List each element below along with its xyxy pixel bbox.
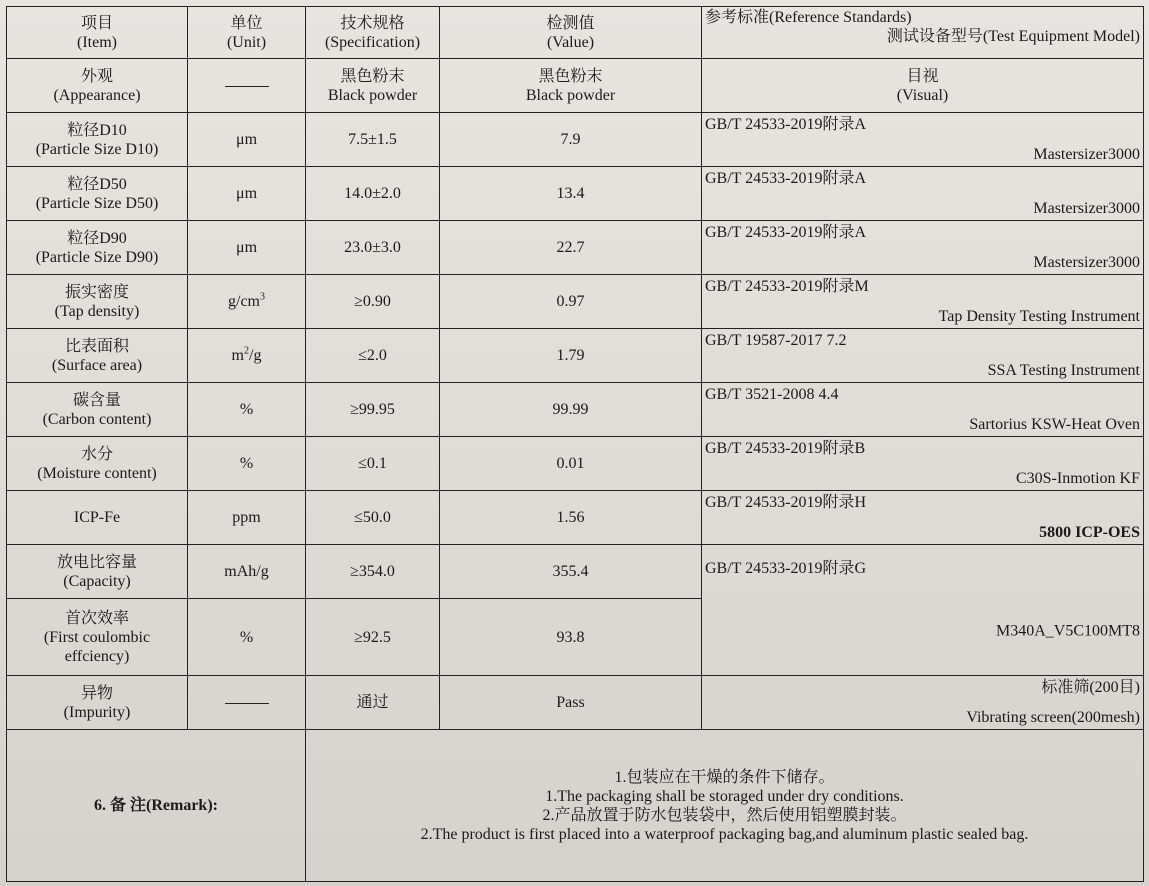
reference-standard: GB/T 24533-2019附录G: [705, 560, 867, 577]
equipment-model: Mastersizer3000: [1033, 254, 1140, 271]
item-cell: 外观 (Appearance): [7, 59, 188, 113]
table-row: [7, 437, 1144, 491]
table-row: [7, 59, 1144, 113]
reference-cell: [702, 491, 1144, 545]
unit-cell: μm: [188, 113, 306, 167]
item-cell: 比表面积 (Surface area): [7, 329, 188, 383]
reference-cell: [702, 676, 1144, 730]
remark-text: [306, 730, 1144, 882]
reference-cell: [702, 113, 1144, 167]
spec-cell: ≥92.5: [306, 599, 440, 676]
reference-cell: [702, 383, 1144, 437]
reference-cell: [702, 545, 1144, 676]
equipment-model: SSA Testing Instrument: [987, 362, 1140, 379]
reference-cell: [702, 437, 1144, 491]
unit-cell: $m^2/g$: [188, 329, 306, 383]
remark-line: 1.包装应在干燥的条件下储存。: [614, 768, 835, 786]
item-cell: ICP-Fe: [7, 491, 188, 545]
spec-cell: 23.0±3.0: [306, 221, 440, 275]
item-cell: 水分 (Moisture content): [7, 437, 188, 491]
dash-mark: [225, 86, 269, 87]
value-cell: 0.97: [440, 275, 702, 329]
equipment-model: Vibrating screen(200mesh): [966, 709, 1140, 726]
reference-cell: [702, 275, 1144, 329]
value-cell: 1.79: [440, 329, 702, 383]
reference-cell: [702, 167, 1144, 221]
value-cell: 355.4: [440, 545, 702, 599]
spec-cell: 黑色粉末 Black powder: [306, 59, 440, 113]
reference-standard: GB/T 24533-2019附录M: [705, 278, 869, 295]
unit-cell: μm: [188, 167, 306, 221]
value-cell: 0.01: [440, 437, 702, 491]
table-row: [7, 383, 1144, 437]
item-cell: 粒径D90 (Particle Size D90): [7, 221, 188, 275]
specification-table: [6, 6, 1144, 882]
value-cell: 22.7: [440, 221, 702, 275]
value-cell: Pass: [440, 676, 702, 730]
table-row: [7, 329, 1144, 383]
reference-standard: GB/T 19587-2017 7.2: [705, 332, 847, 349]
table-row: [7, 167, 1144, 221]
reference-cell: 目视 (Visual): [702, 59, 1144, 113]
value-cell: 99.99: [440, 383, 702, 437]
reference-cell: [702, 221, 1144, 275]
value-cell: 7.9: [440, 113, 702, 167]
reference-standard: GB/T 3521-2008 4.4: [705, 386, 839, 403]
item-cell: 振实密度 (Tap density): [7, 275, 188, 329]
reference-standard: 标准筛(200目): [1041, 679, 1140, 696]
remark-label: 6. 备 注(Remark):: [7, 730, 306, 882]
value-cell: 黑色粉末 Black powder: [440, 59, 702, 113]
item-cell: 首次效率 (First coulombic effciency): [7, 599, 188, 676]
table-row: [7, 275, 1144, 329]
reference-standard: GB/T 24533-2019附录B: [705, 440, 866, 457]
equipment-model: Mastersizer3000: [1033, 146, 1140, 163]
table-row: [7, 113, 1144, 167]
spec-cell: ≤2.0: [306, 329, 440, 383]
spec-cell: ≥99.95: [306, 383, 440, 437]
table-row: [7, 545, 1144, 599]
equipment-model: C30S-Inmotion KF: [1015, 470, 1140, 487]
item-cell: 异物 (Impurity): [7, 676, 188, 730]
unit-cell: $g/cm^3$: [188, 275, 306, 329]
item-cell: 碳含量 (Carbon content): [7, 383, 188, 437]
spec-cell: 14.0±2.0: [306, 167, 440, 221]
unit-cell: %: [188, 599, 306, 676]
reference-standard: GB/T 24533-2019附录A: [705, 170, 867, 187]
table-row: [7, 491, 1144, 545]
reference-standard: GB/T 24533-2019附录A: [705, 224, 867, 241]
reference-standard: GB/T 24533-2019附录A: [705, 116, 867, 133]
remark-line: 1.The packaging shall be storaged under dry conditions.: [545, 787, 904, 805]
spec-cell: ≤0.1: [306, 437, 440, 491]
unit-cell: mAh/g: [188, 545, 306, 599]
equipment-model: Tap Density Testing Instrument: [938, 308, 1140, 325]
remark-line: 2.The product is first placed into a waterproof packaging bag,and aluminum plastic sealed bag.: [420, 825, 1029, 843]
spec-cell: 通过: [306, 676, 440, 730]
unit-cell: [188, 676, 306, 730]
remark-row: [7, 730, 1144, 882]
header-spec: 技术规格 (Specification): [306, 7, 440, 59]
equipment-model: Sartorius KSW-Heat Oven: [969, 416, 1140, 433]
table-row: [7, 676, 1144, 730]
value-cell: 93.8: [440, 599, 702, 676]
item-cell: 粒径D50 (Particle Size D50): [7, 167, 188, 221]
unit-cell: %: [188, 437, 306, 491]
spec-cell: ≤50.0: [306, 491, 440, 545]
item-cell: 放电比容量 (Capacity): [7, 545, 188, 599]
unit-cell: [188, 59, 306, 113]
spec-cell: ≥354.0: [306, 545, 440, 599]
equipment-model: 5800 ICP-OES: [1039, 524, 1140, 541]
table-header-row: [7, 7, 1144, 59]
spec-cell: 7.5±1.5: [306, 113, 440, 167]
equipment-model: Mastersizer3000: [1033, 200, 1140, 217]
header-unit: 单位 (Unit): [188, 7, 306, 59]
header-value: 检测值 (Value): [440, 7, 702, 59]
value-cell: 13.4: [440, 167, 702, 221]
equipment-model: M340A_V5C100MT8: [995, 622, 1140, 640]
unit-cell: μm: [188, 221, 306, 275]
spec-cell: ≥0.90: [306, 275, 440, 329]
unit-cell: ppm: [188, 491, 306, 545]
header-item: 项目 (Item): [7, 7, 188, 59]
remark-line: 2.产品放置于防水包装袋中，然后使用铝塑膜封装。: [542, 806, 907, 824]
item-cell: 粒径D10 (Particle Size D10): [7, 113, 188, 167]
table-row: [7, 221, 1144, 275]
reference-standard: GB/T 24533-2019附录H: [705, 494, 867, 511]
dash-mark: [225, 703, 269, 704]
unit-cell: %: [188, 383, 306, 437]
value-cell: 1.56: [440, 491, 702, 545]
reference-cell: [702, 329, 1144, 383]
header-reference: 参考标准(Reference Standards) 测试设备型号(Test Equipment Model): [702, 7, 1144, 59]
